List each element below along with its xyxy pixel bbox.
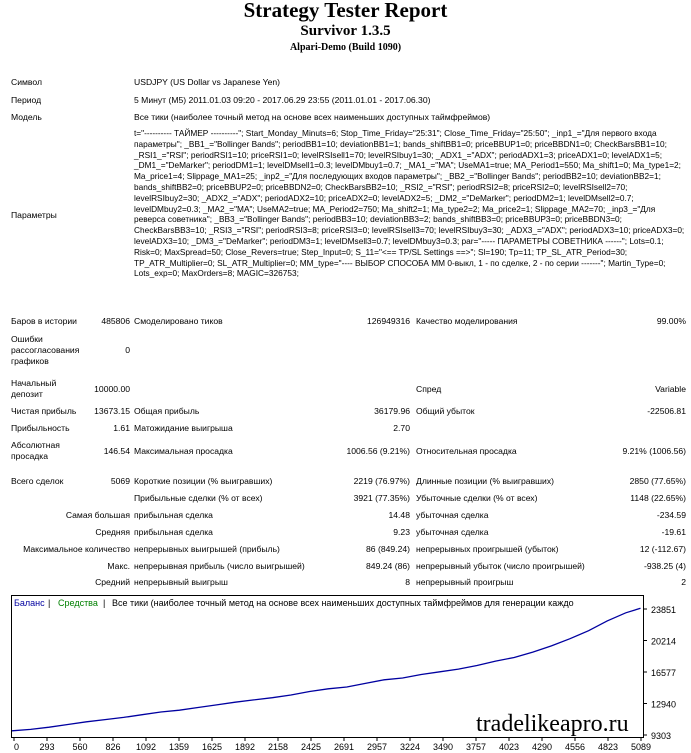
errors-label-3: графиков [11,356,49,366]
x-tick-label: 4823 [597,742,619,751]
abs-drawdown-value: 146.54 [103,446,130,456]
bars-label: Баров в истории [11,316,77,326]
cons-losses-label: непрерывных проигрышей (убыток) [416,544,559,554]
x-tick-label: 4556 [564,742,586,751]
average-profit-label: прибыльная сделка [134,527,213,537]
x-tick-label: 3490 [432,742,454,751]
profit-factor-label: Прибыльность [11,423,70,433]
watermark: tradelikeapro.ru [476,711,629,737]
symbol-label: Символ [11,77,42,87]
report-title: Strategy Tester Report [243,0,448,22]
params-value: t="---------- ТАЙМЕР ----------"; Start_Monday_Minuts=6; Stop_Time_Friday="25:31"; Close_Time_Friday="25:50"; _inp1_="Для первого входа параметры"; _BB1_="Bollinger Bands"; periodBB1=10; deviationBB1=1; bands_shiftBB1=0; priceBBUP1=0; priceBBDN1=0; CheckBarsBB1=10; _RSI1_="RSI"; periodRSI1=10; priceRSI1=0; levelRSIsell1=70; levelRSIbuy1=30; _ADX1_="ADX"; periodADX1=3; priceADX1=0; levelADX1=5; _DM1_="DeMarker"; periodDM1=1; levelDMsell1=0.3; levelDMbuy1=0.7; _MA1_="MA"; UseMA1=true; MA_Period1=550; Ma_shift1=0; Ma_type1=2; Ma_price1=4; Slippage_MA1=25; _inp2_="Для последующих входов параметры"; _BB2_="Bollinger Bands"; periodBB2=10; deviationBB2=1; bands_shiftBB2=0; priceBBUP2=0; priceBBDN2=0; CheckBarsBB2=10; _RSI2_="RSI"; periodRSI2=8; priceRSI2=0; levelRSIsell2=70; levelRSIbuy2=30; _ADX2_="ADX"; periodADX2=10; priceADX2=0; levelADX2=5; _DM2_="DeMarker"; periodDM2=1; levelDMsell2=0.7; levelDMbuy2=0.3; _MA2_="MA"; UseMA2=true; MA_Period2=750; Ma_shift2=1; Ma_type2=2; Ma_price2=1; Slippage_MA2=70; _inp3_="Для реверса советника"; _BB3_="Bollinger Bands"; periodBB3=10; deviationBB3=2; bands_shiftBB3=0; priceBBUP3=0; priceBBDN3=0; CheckBarsBB3=10; _RSI3_="RSI"; periodRSI3=8; priceRSI3=0; levelRSIsell3=70; levelRSIbuy3=30; _ADX3_="ADX"; periodADX3=10; priceADX3=0; levelADX3=10; _DM3_="DeMarker"; periodDM3=1; levelDMsell3=0.7; levelDMbuy3=0.3; par="----- ПАРАМЕТРЫ СОВЕТНИКА ------"; Lots=0.1; Risk=0; MaxSpread=50; Close_Revers=true; Step_Input=0; S_11="<== TP/SL Settings ==>"; Sl=190; Tp=11; TP_SL_ATR_Period=30; TP_ATR_Multiplier=0; SL_ATR_Multiplier=0; MM_type="---- ВЫБОР СПОСОБА ММ 0-выкл, 1 - по сделке, 2 - по серии -------"; Martin_Type=0; Lots_exp=0; MaxOrders=8; MAGIC=326753; [134,128,685,279]
largest-loss-value: -234.59 [656,510,686,520]
period-label: Период [11,95,42,105]
quality-value: 99.00% [656,316,686,326]
cons-wins-label: непрерывных выигрышей (прибыль) [134,544,280,554]
x-tick-label: 3757 [465,742,487,751]
server-build: Alpari-Demo (Build 1090) [289,42,402,53]
avg-wins-value: 8 [405,577,410,587]
y-tick-label: 20214 [651,636,677,647]
period-value: 5 Минут (M5) 2011.01.03 09:20 - 2017.06.29 23:55 (2011.01.01 - 2017.06.30) [134,95,431,105]
x-tick-label: 4290 [531,742,553,751]
report-subtitle: Survivor 1.3.5 [300,23,391,39]
avg-losses-label: непрерывный проигрыш [416,577,514,587]
errors-value: 0 [125,345,130,355]
deposit-value: 10000.00 [94,384,130,394]
spread-value: Variable [655,384,686,394]
largest-loss-label: убыточная сделка [416,510,489,520]
cons-losses-value: 12 (-112.67) [639,544,686,554]
ticks-value: 126949316 [366,316,410,326]
x-tick-label: 1092 [135,742,157,751]
bars-value: 485806 [101,316,130,326]
x-tick-label: 293 [39,742,55,751]
ticks-label: Смоделировано тиков [134,316,223,326]
spread-label: Спред [416,384,442,394]
average-profit-value: 9.23 [393,527,410,537]
deposit-label-2: депозит [11,389,43,399]
y-tick-label: 23851 [651,605,677,615]
x-tick-label: 3224 [399,742,421,751]
x-tick-label: 826 [105,742,121,751]
legend-balance: Баланс [14,598,45,608]
x-tick-label: 1625 [201,742,223,751]
largest-label: Самая большая [65,510,130,520]
avg-label: Средний [95,577,130,587]
legend-separator-1: | [48,598,51,608]
average-label: Средняя [95,527,130,537]
legend-separator-2: | [103,598,106,608]
legend-equity: Средства [58,598,98,608]
cons-wins-value: 86 (849.24) [366,544,410,554]
long-positions-value: 2850 (77.65%) [629,476,686,486]
largest-profit-label: прибыльная сделка [134,510,213,520]
params-label: Параметры [11,210,57,220]
long-positions-label: Длинные позиции (% выигравших) [416,476,555,486]
model-label: Модель [11,112,42,122]
cons-loss-label: непрерывный убыток (число проигрышей) [416,561,585,571]
gross-profit-label: Общая прибыль [134,406,200,416]
average-loss-value: -19.61 [661,527,686,537]
gross-profit-value: 36179.96 [374,406,410,416]
x-tick-label: 5089 [630,742,652,751]
x-tick-label: 2691 [333,742,355,751]
y-tick-label: 16577 [651,668,677,678]
x-tick-label: 1359 [168,742,190,751]
max-label: Макс. [107,561,130,571]
x-tick-label: 2957 [366,742,388,751]
rel-drawdown-label: Относительная просадка [416,446,517,456]
abs-drawdown-label-2: просадка [11,451,49,461]
net-profit-value: 13673.15 [94,406,130,416]
max-count-label: Максимальное количество [23,544,130,554]
short-positions-value: 2219 (76.97%) [353,476,410,486]
total-trades-label: Всего сделок [11,476,64,486]
x-tick-label: 2425 [300,742,322,751]
deposit-label-1: Начальный [11,378,57,388]
abs-drawdown-label-1: Абсолютная [11,440,60,450]
symbol-value: USDJPY (US Dollar vs Japanese Yen) [134,77,281,87]
profit-trades-label: Прибыльные сделки (% от всех) [134,493,263,503]
x-tick-label: 0 [14,742,20,751]
cons-profit-value: 849.24 (86) [366,561,410,571]
loss-trades-label: Убыточные сделки (% от всех) [416,493,538,503]
expected-payoff-value: 2.70 [393,423,410,433]
total-trades-value: 5069 [110,476,130,486]
max-drawdown-label: Максимальная просадка [134,446,233,456]
avg-losses-value: 2 [681,577,686,587]
x-tick-label: 4023 [498,742,520,751]
gross-loss-value: -22506.81 [647,406,686,416]
x-tick-label: 2158 [267,742,289,751]
model-value: Все тики (наиболее точный метод на основе всех наименьших доступных таймфреймов) [134,112,491,122]
average-loss-label: убыточная сделка [416,527,489,537]
legend-model: Все тики (наиболее точный метод на основе всех наименьших доступных таймфреймов для генерации каждо [112,598,574,608]
errors-label-2: рассогласования [11,345,80,355]
max-drawdown-value: 1006.56 (9.21%) [346,446,410,456]
profit-trades-value: 3921 (77.35%) [353,493,410,503]
largest-profit-value: 14.48 [388,510,410,520]
cons-loss-value: -938.25 (4) [643,561,686,571]
y-tick-label: 9303 [651,731,672,741]
short-positions-label: Короткие позиции (% выигравших) [134,476,273,486]
cons-profit-label: непрерывная прибыль (число выигрышей) [134,561,305,571]
gross-loss-label: Общий убыток [416,406,475,416]
rel-drawdown-value: 9.21% (1006.56) [622,446,686,456]
quality-label: Качество моделирования [416,316,518,326]
y-tick-label: 12940 [651,699,677,710]
loss-trades-value: 1148 (22.65%) [630,493,686,503]
net-profit-label: Чистая прибыль [11,406,77,416]
profit-factor-value: 1.61 [113,423,130,433]
avg-wins-label: непрерывный выигрыш [134,577,228,587]
expected-payoff-label: Матожидание выигрыша [134,423,233,433]
x-tick-label: 560 [72,742,88,751]
errors-label-1: Ошибки [11,334,43,344]
x-tick-label: 1892 [234,742,256,751]
